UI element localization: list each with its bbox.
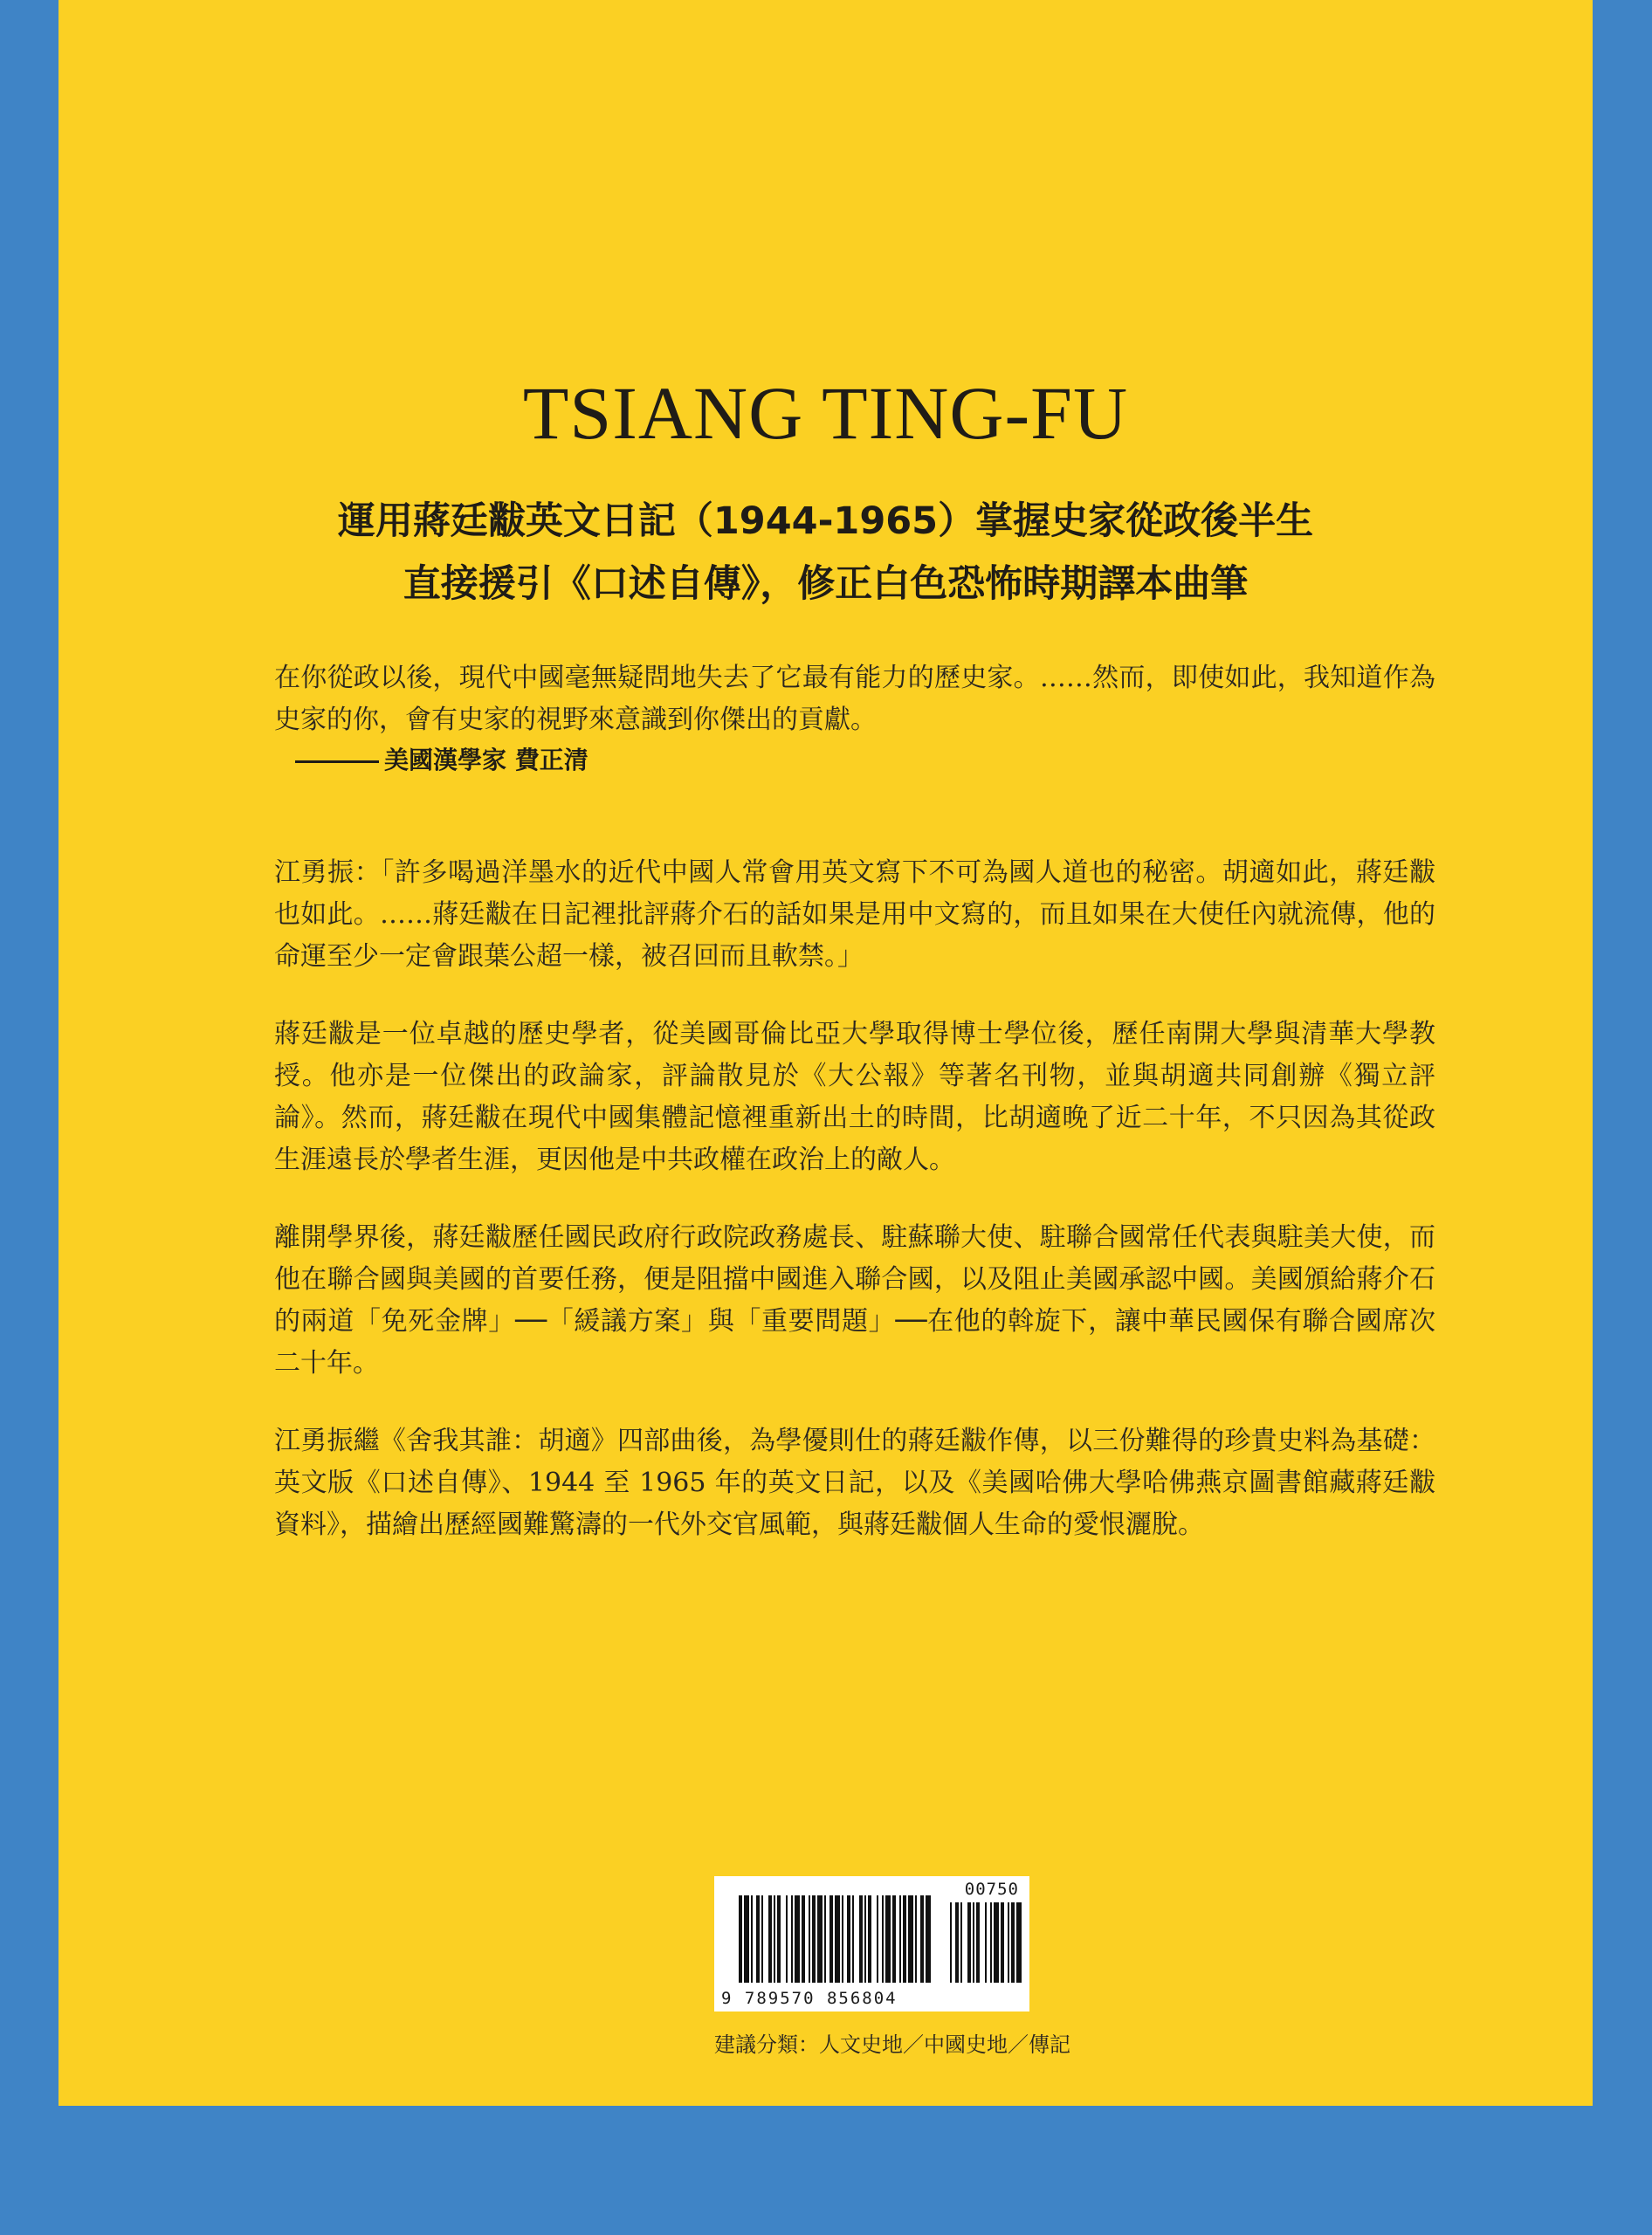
attribution-name: 美國漢學家 費正清 (384, 746, 589, 774)
barcode-bar (756, 1895, 760, 1983)
subtitle-line-1: 運用蔣廷黻英文日記（1944-1965）掌握史家從政後半生 (337, 499, 1314, 543)
barcode-bar (908, 1895, 913, 1983)
blurb-paragraph-2: 蔣廷黻是一位卓越的歷史學者，從美國哥倫比亞大學取得博士學位後，歷任南開大學與清華大學教授。他亦是一位傑出的政論家，評論散見於《大公報》等著名刊物，並與胡適共同創辦《獨立評論》。然而，蔣廷黻在現代中國集體記憶裡重新出土的時間，比胡適晚了近二十年，不只因為其從政生涯遠長於學者生涯，更因他是中共政權在政治上的敵人。 (274, 1019, 1435, 1175)
barcode-bar (786, 1895, 788, 1983)
em-dash-rule (295, 760, 379, 763)
barcode-addon-bar (990, 1902, 992, 1983)
book-title: TSIANG TING-FU (522, 371, 1129, 455)
barcode-bar (852, 1895, 854, 1983)
barcode-bar (899, 1895, 901, 1983)
barcode-bar (824, 1895, 826, 1983)
endorsement-quote: 在你從政以後，現代中國毫無疑問地失去了它最有能力的歷史家。……然而，即使如此，我知道作為史家的你，會有史家的視野來意識到你傑出的貢獻。 (274, 663, 1435, 735)
barcode-bar (744, 1895, 749, 1983)
barcode-bar (885, 1895, 891, 1983)
subtitle-line-2: 直接援引《口述自傳》，修正白色恐怖時期譯本曲筆 (403, 562, 1249, 606)
barcode-bar (777, 1895, 781, 1983)
blurb-paragraph-4: 江勇振繼《舍我其誰：胡適》四部曲後，為學優則仕的蔣廷黻作傳，以三份難得的珍貴史料為基礎：英文版《口述自傳》、1944 至 1965 年的英文日記，以及《美國哈佛大學哈佛燕京圖書館藏蔣廷黻資料》，描繪出歷經國難驚濤的一代外交官風範，與蔣廷黻個人生命的愛恨灑脫。 (274, 1426, 1435, 1540)
barcode-bar (812, 1895, 816, 1983)
barcode-addon-bar (1008, 1902, 1009, 1983)
barcode-bar (903, 1895, 906, 1983)
barcode-bar (847, 1895, 850, 1983)
blurb-paragraph-1: 江勇振：「許多喝過洋墨水的近代中國人常會用英文寫下不可為國人道也的秘密。胡適如此，蔣廷黻也如此。……蔣廷黻在日記裡批評蔣介石的話如果是用中文寫的，而且如果在大使任內就流傳，他的命運至少一定會跟葉公超一樣，被召回而且軟禁。」 (274, 857, 1435, 972)
blurb-paragraph-3: 離開學界後，蔣廷黻歷任國民政府行政院政務處長、駐蘇聯大使、駐聯合國常任代表與駐美大使，而他在聯合國與美國的首要任務，便是阻擋中國進入聯合國，以及阻止美國承認中國。美國頒給蔣介石的兩道「免死金牌」──「緩議方案」與「重要問題」──在他的斡旋下，讓中華民國保有聯合國席次二十年。 (274, 1222, 1435, 1379)
barcode-addon-bar (1016, 1902, 1022, 1983)
isbn-barcode (714, 1876, 1029, 2012)
quote-attribution (274, 741, 589, 780)
barcode-bar (817, 1895, 823, 1983)
barcode-addon-bar (967, 1902, 971, 1983)
barcode-bar (915, 1895, 917, 1983)
barcode-bar (877, 1895, 878, 1983)
barcode-addon-bar (973, 1902, 974, 1983)
barcode-isbn-number: 9 789570 856804 (721, 1989, 898, 2008)
barcode-bar (882, 1895, 884, 1983)
barcode-bar (774, 1895, 775, 1983)
barcode-addon-bar (994, 1902, 999, 1983)
cover-panel (59, 0, 1593, 2106)
barcode-bar (864, 1895, 866, 1983)
barcode-bar (809, 1895, 810, 1983)
barcode-bar (739, 1895, 742, 1983)
barcode-bar (892, 1895, 896, 1983)
barcode-addon-bar (985, 1902, 987, 1983)
barcode-bar (835, 1895, 840, 1983)
barcode-bar (842, 1895, 843, 1983)
barcode-addon-bar (1001, 1902, 1004, 1983)
barcode-bar (920, 1895, 924, 1983)
category-suggestion: 建議分類：人文史地／中國史地／傳記 (714, 2032, 1070, 2057)
barcode-bar (761, 1895, 763, 1983)
barcode-addon-bar (960, 1902, 962, 1983)
barcode-addon-bar (1011, 1902, 1015, 1983)
barcode-bar (802, 1895, 805, 1983)
barcode-bar (868, 1895, 871, 1983)
barcode-bar (926, 1895, 931, 1983)
barcode-addon-bar (955, 1902, 959, 1983)
barcode-bar (751, 1895, 753, 1983)
barcode-bar (768, 1895, 772, 1983)
barcode-bar (795, 1895, 800, 1983)
barcode-bar (859, 1895, 863, 1983)
barcode-addon-bar (976, 1902, 980, 1983)
barcode-bar (791, 1895, 793, 1983)
barcode-addon-bar (950, 1902, 952, 1983)
barcode-bar (829, 1895, 833, 1983)
barcode-addon-number: 00750 (964, 1880, 1019, 1899)
